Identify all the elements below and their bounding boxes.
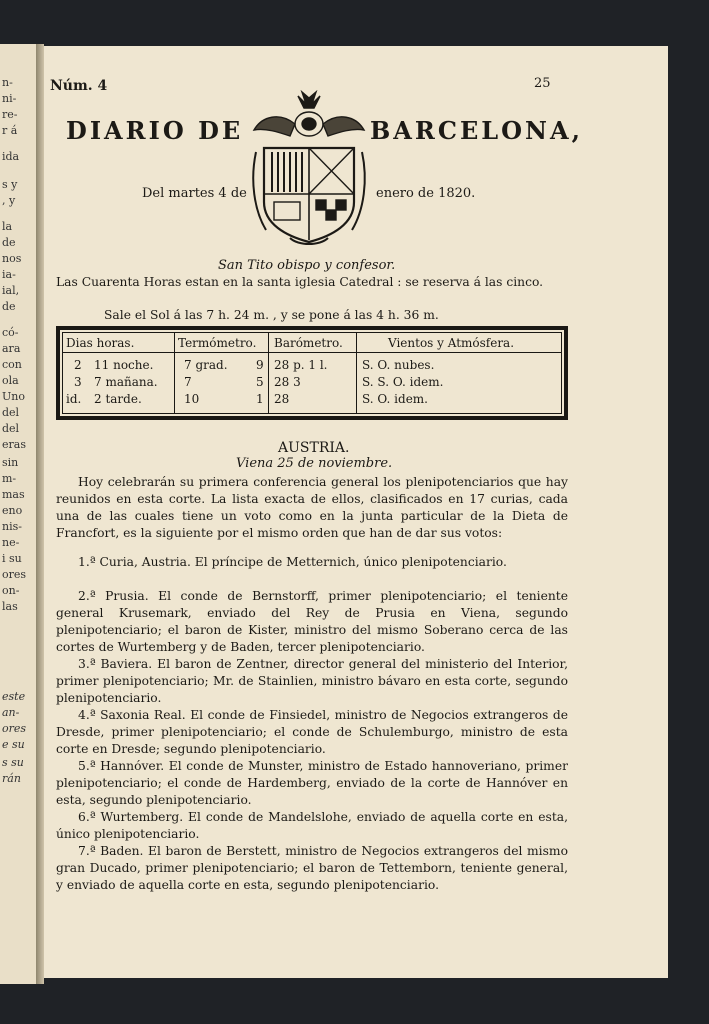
left-page-fragment: ia- [2,268,16,281]
row-thermometer: 10 [184,392,200,406]
left-page-fragment: ni- [2,92,17,105]
left-page-fragment: ola [2,374,19,387]
left-page-fragment: de [2,236,16,249]
row-hour: 7 mañana. [94,375,158,389]
left-page-fragment: nis- [2,520,22,533]
article-paragraph: 4.ª Saxonia Real. El conde de Finsiedel, ministro de Negocios extrangeros de Dresde, primer plenipotenciario; el conde de Schulemburgo, ministro de esta corte en Dresde; segundo plenipotenciario. [56,708,568,756]
left-page-fragment: Uno [2,390,25,403]
masthead-title-right: BARCELONA, [370,116,583,145]
left-page-fragment: las [2,600,18,613]
left-page-fragment: mas [2,488,25,501]
left-page-edge [0,44,38,984]
left-page-fragment: este [2,690,26,703]
row-day: 3 [74,375,82,389]
left-page-fragment: ial, [2,284,20,297]
row-day: 2 [74,358,82,372]
left-page-fragment: n- [2,76,13,89]
article-paragraph: 7.ª Baden. El baron de Berstett, ministro de Negocios extrangeros del mismo gran Ducado, primer plenipotenciario; el baron de Tettemborn, teniente general, y enviado de aquella corte en esta, segundo plenipotenciario. [56,844,568,892]
sun-notice: Sale el Sol á las 7 h. 24 m. , y se pone á las 4 h. 36 m. [104,308,439,322]
left-page-fragment: s su [2,756,24,769]
article-paragraph: 3.ª Baviera. El baron de Zentner, director general del ministerio del Interior, primer plenipotenciario; Mr. de Stainlien, ministro bávaro en esta corte, segundo plenipotenciario. [56,657,568,705]
left-page-fragment: i su [2,552,22,565]
left-page-fragment: rán [2,772,21,785]
left-page-fragment: sin [2,456,19,469]
left-page-fragment: s y [2,178,18,191]
left-page-fragment: e su [2,738,25,751]
left-page-fragment: m- [2,472,17,485]
left-page-fragment: ores [2,568,27,581]
row-barometer: 28 [274,392,290,406]
left-page-fragment: ne- [2,536,20,549]
left-page-fragment: del [2,422,20,435]
left-page-fragment: ara [2,342,21,355]
article-paragraph: 5.ª Hannóver. El conde de Munster, ministro de Estado hannoveriano, primer plenipotenciario; el conde de Hardemberg, enviado de la corte de Hannóver en esta, segundo plenipotenciario. [56,759,568,807]
col-header-winds: Vientos y Atmósfera. [388,336,515,350]
left-page-fragment: ores [2,722,27,735]
row-hour: 11 noche. [94,358,154,372]
left-page-fragment: on- [2,584,20,597]
col-header-days: Dias horas. [66,336,135,350]
newspaper-page [44,46,668,978]
left-page-fragment: eno [2,504,23,517]
row-day: id. [66,392,82,406]
row-thermometer-fraction: 1 [256,392,264,406]
left-page-fragment: có- [2,326,19,339]
article-paragraph: Hoy celebrarán su primera conferencia general los plenipotenciarios que hay reunidos en esta corte. La lista exacta de ellos, clasificados en 17 curias, cada una de las cuales tiene un voto como en la junta particular de la Dieta de Francfort, es la siguiente por el mismo orden que han de dar sus votos: [56,475,568,540]
issue-number: Núm. 4 [50,78,108,94]
left-page-fragment: re- [2,108,18,121]
left-page-fragment: r á [2,124,18,137]
col-header-barometer: Barómetro. [274,336,343,350]
left-page-fragment: con [2,358,22,371]
article-paragraph: 6.ª Wurtemberg. El conde de Mandelslohe, enviado de aquella corte en esta, único plenipotenciario. [56,810,568,841]
article-paragraph: 1.ª Curia, Austria. El príncipe de Metternich, único plenipotenciario. [78,555,507,569]
row-thermometer: 7 [184,375,192,389]
forty-hours-notice: Las Cuarenta Horas estan en la santa iglesia Catedral : se reserva á las cinco. [56,275,544,289]
left-page-fragment: de [2,300,16,313]
saint-of-the-day: San Tito obispo y confesor. [218,258,396,273]
row-hour: 2 tarde. [94,392,142,406]
weather-table [56,326,568,420]
date-line-left: Del martes 4 de [142,186,247,201]
book-gutter [36,44,44,984]
row-thermometer: 7 grad. [184,358,228,372]
row-wind: S. S. O. idem. [362,375,444,389]
left-page-fragment: ida [2,150,20,163]
date-line-right: enero de 1820. [376,186,476,201]
left-page-fragment: , y [2,194,16,207]
left-page-fragment: an- [2,706,20,719]
article-dateline: Viena 25 de noviembre. [236,456,393,471]
row-thermometer-fraction: 9 [256,358,264,372]
row-thermometer-fraction: 5 [256,375,264,389]
article-paragraph: 2.ª Prusia. El conde de Bernstorff, primer plenipotenciario; el teniente general Krusemark, enviado del Rey de Prusia en Viena, segundo plenipotenciario; el baron de Kister, ministro del mismo Soberano cerca de las cortes de Wurtemberg y de Baden, tercer plenipotenciario. [56,589,568,654]
page-number: 25 [534,76,551,91]
col-header-thermometer: Termómetro. [178,336,257,350]
coat-of-arms-icon [250,90,368,246]
left-page-fragment: la [2,220,13,233]
section-heading: AUSTRIA. [278,440,350,456]
row-barometer: 28 3 [274,375,301,389]
left-page-fragment: nos [2,252,22,265]
masthead-title-left: DIARIO DE [66,116,244,145]
left-page-fragment: eras [2,438,26,451]
row-wind: S. O. nubes. [362,358,435,372]
left-page-fragment: del [2,406,20,419]
row-wind: S. O. idem. [362,392,428,406]
row-barometer: 28 p. 1 l. [274,358,328,372]
